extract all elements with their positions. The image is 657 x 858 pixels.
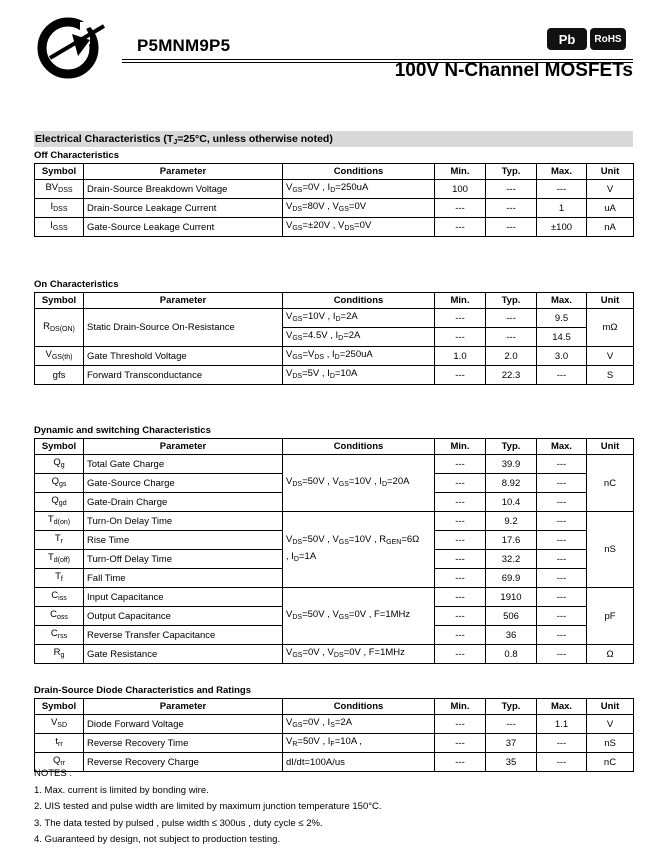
column-header: Conditions bbox=[283, 439, 435, 455]
column-header: Max. bbox=[537, 164, 587, 180]
conditions-cell: $V_{GS}=10V$ , $I_D=2A$ bbox=[283, 309, 435, 328]
parameter-cell: Output Capacitance bbox=[84, 607, 283, 626]
max-cell: --- bbox=[537, 569, 587, 588]
column-header: Min. bbox=[435, 293, 486, 309]
dynamic-characteristics-title: Dynamic and switching Characteristics bbox=[34, 425, 211, 436]
table-row bbox=[35, 347, 634, 366]
column-header: Max. bbox=[537, 699, 587, 715]
max-cell: --- bbox=[537, 588, 587, 607]
typ-cell: 17.6 bbox=[486, 531, 537, 550]
typ-cell: 37 bbox=[486, 734, 537, 753]
typ-cell: 36 bbox=[486, 626, 537, 645]
typ-cell: 22.3 bbox=[486, 366, 537, 385]
symbol-cell: $R_g$ bbox=[35, 645, 84, 664]
min-cell: --- bbox=[435, 328, 486, 347]
unit-cell: nS bbox=[587, 734, 634, 753]
symbol-cell: $C_{oss}$ bbox=[35, 607, 84, 626]
diode-characteristics-title: Drain-Source Diode Characteristics and Ratings bbox=[34, 685, 251, 696]
max-cell: --- bbox=[537, 366, 587, 385]
typ-cell: --- bbox=[486, 328, 537, 347]
conditions-cell: $V_{GS}=0V$ , $I_D=250uA$ bbox=[283, 180, 435, 199]
notes-title: NOTES : bbox=[34, 768, 73, 779]
column-header: Unit bbox=[587, 699, 634, 715]
company-logo-icon bbox=[34, 12, 110, 82]
min-cell: --- bbox=[435, 607, 486, 626]
min-cell: --- bbox=[435, 531, 486, 550]
min-cell: --- bbox=[435, 218, 486, 237]
max-cell: --- bbox=[537, 550, 587, 569]
section-title: Electrical Characteristics ($T_J=25^\circ C$, unless otherwise noted) bbox=[34, 131, 633, 147]
min-cell: --- bbox=[435, 569, 486, 588]
column-header: Symbol bbox=[35, 439, 84, 455]
symbol-cell: $V_{SD}$ bbox=[35, 715, 84, 734]
column-header: Parameter bbox=[84, 439, 283, 455]
typ-cell: 8.92 bbox=[486, 474, 537, 493]
min-cell: 1.0 bbox=[435, 347, 486, 366]
parameter-cell: Reverse Transfer Capacitance bbox=[84, 626, 283, 645]
unit-cell: uA bbox=[587, 199, 634, 218]
table-header-row bbox=[35, 699, 634, 715]
conditions-cell: $V_{DS}=5V$ , $I_D=10A$ bbox=[283, 366, 435, 385]
symbol-cell: $T_{d(on)}$ bbox=[35, 512, 84, 531]
min-cell: --- bbox=[435, 474, 486, 493]
typ-cell: 69.9 bbox=[486, 569, 537, 588]
column-header: Max. bbox=[537, 439, 587, 455]
typ-cell: 39.9 bbox=[486, 455, 537, 474]
min-cell: --- bbox=[435, 366, 486, 385]
unit-cell: Ω bbox=[587, 645, 634, 664]
column-header: Typ. bbox=[486, 699, 537, 715]
conditions-cell: $V_{GS}=0V$ , $V_{DS}=0V$ , F=1MHz bbox=[283, 645, 435, 664]
symbol-cell: $R_{DS(ON)}$ bbox=[35, 309, 84, 347]
symbol-cell: $I_{GSS}$ bbox=[35, 218, 84, 237]
min-cell: --- bbox=[435, 715, 486, 734]
column-header: Parameter bbox=[84, 699, 283, 715]
parameter-cell: Reverse Recovery Charge bbox=[84, 753, 283, 772]
min-cell: --- bbox=[435, 753, 486, 772]
max-cell: --- bbox=[537, 474, 587, 493]
max-cell: --- bbox=[537, 455, 587, 474]
unit-cell: V bbox=[587, 715, 634, 734]
min-cell: --- bbox=[435, 455, 486, 474]
symbol-cell: $T_{d(off)}$ bbox=[35, 550, 84, 569]
column-header: Typ. bbox=[486, 293, 537, 309]
dynamic-characteristics-table bbox=[34, 438, 634, 664]
table-row bbox=[35, 734, 634, 753]
parameter-cell: Static Drain-Source On-Resistance bbox=[84, 309, 283, 347]
unit-cell: nA bbox=[587, 218, 634, 237]
column-header: Parameter bbox=[84, 164, 283, 180]
table-header-row bbox=[35, 293, 634, 309]
conditions-cell: $V_{GS}=\pm 20V$ , $V_{DS}=0V$ bbox=[283, 218, 435, 237]
symbol-cell: $C_{iss}$ bbox=[35, 588, 84, 607]
symbol-cell: $BV_{DSS}$ bbox=[35, 180, 84, 199]
typ-cell: 0.8 bbox=[486, 645, 537, 664]
unit-cell: V bbox=[587, 347, 634, 366]
typ-cell: --- bbox=[486, 180, 537, 199]
symbol-cell: $T_r$ bbox=[35, 531, 84, 550]
table-row bbox=[35, 588, 634, 607]
parameter-cell: Turn-Off Delay Time bbox=[84, 550, 283, 569]
conditions-cell: $V_R=50V$ , $I_F=10A$ , bbox=[283, 734, 435, 753]
parameter-cell: Turn-On Delay Time bbox=[84, 512, 283, 531]
min-cell: --- bbox=[435, 734, 486, 753]
column-header: Min. bbox=[435, 699, 486, 715]
unit-cell: pF bbox=[587, 588, 634, 645]
table-row bbox=[35, 455, 634, 474]
parameter-cell: Gate-Source Charge bbox=[84, 474, 283, 493]
column-header: Unit bbox=[587, 293, 634, 309]
min-cell: --- bbox=[435, 645, 486, 664]
symbol-cell: gfs bbox=[35, 366, 84, 385]
conditions-cell: $V_{GS}=0V$ , $I_S=2A$ bbox=[283, 715, 435, 734]
max-cell: --- bbox=[537, 512, 587, 531]
conditions-cell: dI/dt=100A/us bbox=[283, 753, 435, 772]
min-cell: --- bbox=[435, 512, 486, 531]
max-cell: ±100 bbox=[537, 218, 587, 237]
notes-section bbox=[34, 766, 382, 849]
symbol-cell: $Q_{rr}$ bbox=[35, 753, 84, 772]
max-cell: 1.1 bbox=[537, 715, 587, 734]
max-cell: 3.0 bbox=[537, 347, 587, 366]
typ-cell: 10.4 bbox=[486, 493, 537, 512]
parameter-cell: Reverse Recovery Time bbox=[84, 734, 283, 753]
column-header: Max. bbox=[537, 293, 587, 309]
table-row bbox=[35, 715, 634, 734]
max-cell: 9.5 bbox=[537, 309, 587, 328]
conditions-cell: $V_{DS}=50V$ , $V_{GS}=10V$ , $I_D=20A$ bbox=[283, 455, 435, 512]
unit-cell: nC bbox=[587, 455, 634, 512]
symbol-cell: $Q_g$ bbox=[35, 455, 84, 474]
parameter-cell: Input Capacitance bbox=[84, 588, 283, 607]
column-header: Symbol bbox=[35, 293, 84, 309]
table-row bbox=[35, 199, 634, 218]
column-header: Parameter bbox=[84, 293, 283, 309]
min-cell: 100 bbox=[435, 180, 486, 199]
parameter-cell: Forward Transconductance bbox=[84, 366, 283, 385]
column-header: Typ. bbox=[486, 164, 537, 180]
parameter-cell: Rise Time bbox=[84, 531, 283, 550]
typ-cell: --- bbox=[486, 218, 537, 237]
min-cell: --- bbox=[435, 309, 486, 328]
min-cell: --- bbox=[435, 199, 486, 218]
typ-cell: --- bbox=[486, 199, 537, 218]
typ-cell: 1910 bbox=[486, 588, 537, 607]
table-row bbox=[35, 180, 634, 199]
column-header: Typ. bbox=[486, 439, 537, 455]
typ-cell: 32.2 bbox=[486, 550, 537, 569]
conditions-cell: $V_{GS}=V_{DS}$ , $I_D=250uA$ bbox=[283, 347, 435, 366]
table-header-row bbox=[35, 164, 634, 180]
max-cell: 14.5 bbox=[537, 328, 587, 347]
part-number: P5MNM9P5 bbox=[137, 36, 231, 55]
lead-free-badge: Pb bbox=[547, 28, 587, 50]
typ-cell: --- bbox=[486, 309, 537, 328]
symbol-cell: $I_{DSS}$ bbox=[35, 199, 84, 218]
note-item: 4. Guaranteed by design, not subject to production testing. bbox=[34, 834, 281, 845]
column-header: Symbol bbox=[35, 164, 84, 180]
min-cell: --- bbox=[435, 493, 486, 512]
max-cell: --- bbox=[537, 734, 587, 753]
min-cell: --- bbox=[435, 588, 486, 607]
typ-cell: 9.2 bbox=[486, 512, 537, 531]
column-header: Conditions bbox=[283, 293, 435, 309]
min-cell: --- bbox=[435, 550, 486, 569]
note-item: 3. The data tested by pulsed , pulse width ≤ 300us , duty cycle ≤ 2%. bbox=[34, 817, 323, 829]
unit-cell: nC bbox=[587, 753, 634, 772]
typ-cell: 2.0 bbox=[486, 347, 537, 366]
max-cell: --- bbox=[537, 753, 587, 772]
parameter-cell: Gate Threshold Voltage bbox=[84, 347, 283, 366]
conditions-cell: $V_{GS}=4.5V$ , $I_D=2A$ bbox=[283, 328, 435, 347]
column-header: Conditions bbox=[283, 699, 435, 715]
parameter-cell: Gate-Source Leakage Current bbox=[84, 218, 283, 237]
table-row bbox=[35, 512, 634, 531]
table-row bbox=[35, 218, 634, 237]
parameter-cell: Drain-Source Leakage Current bbox=[84, 199, 283, 218]
document-subtitle: 100V N-Channel MOSFETs bbox=[394, 60, 633, 81]
parameter-cell: Total Gate Charge bbox=[84, 455, 283, 474]
symbol-cell: $C_{rss}$ bbox=[35, 626, 84, 645]
parameter-cell: Fall Time bbox=[84, 569, 283, 588]
table-row bbox=[35, 645, 634, 664]
parameter-cell: Diode Forward Voltage bbox=[84, 715, 283, 734]
symbol-cell: $V_{GS(th)}$ bbox=[35, 347, 84, 366]
max-cell: --- bbox=[537, 626, 587, 645]
unit-cell: V bbox=[587, 180, 634, 199]
typ-cell: --- bbox=[486, 715, 537, 734]
note-item: 1. Max. current is limited by bonding wire. bbox=[34, 784, 209, 796]
max-cell: --- bbox=[537, 531, 587, 550]
off-characteristics-table bbox=[34, 163, 634, 237]
column-header: Unit bbox=[587, 439, 634, 455]
max-cell: --- bbox=[537, 607, 587, 626]
table-row bbox=[35, 366, 634, 385]
max-cell: --- bbox=[537, 645, 587, 664]
unit-cell: mΩ bbox=[587, 309, 634, 347]
diode-characteristics-table bbox=[34, 698, 634, 772]
symbol-cell: $Q_{gs}$ bbox=[35, 474, 84, 493]
max-cell: 1 bbox=[537, 199, 587, 218]
parameter-cell: Gate Resistance bbox=[84, 645, 283, 664]
column-header: Unit bbox=[587, 164, 634, 180]
symbol-cell: $t_{rr}$ bbox=[35, 734, 84, 753]
table-row bbox=[35, 309, 634, 328]
typ-cell: 506 bbox=[486, 607, 537, 626]
table-header-row bbox=[35, 439, 634, 455]
typ-cell: 35 bbox=[486, 753, 537, 772]
column-header: Min. bbox=[435, 164, 486, 180]
unit-cell: S bbox=[587, 366, 634, 385]
parameter-cell: Drain-Source Breakdown Voltage bbox=[84, 180, 283, 199]
parameter-cell: Gate-Drain Charge bbox=[84, 493, 283, 512]
min-cell: --- bbox=[435, 626, 486, 645]
rohs-badge: RoHS bbox=[590, 28, 626, 50]
compliance-badges bbox=[547, 28, 626, 50]
symbol-cell: $T_f$ bbox=[35, 569, 84, 588]
conditions-cell: $V_{DS}=80V$ , $V_{GS}=0V$ bbox=[283, 199, 435, 218]
column-header: Min. bbox=[435, 439, 486, 455]
max-cell: --- bbox=[537, 493, 587, 512]
column-header: Conditions bbox=[283, 164, 435, 180]
off-characteristics-title: Off Characteristics bbox=[34, 150, 120, 161]
on-characteristics-title: On Characteristics bbox=[34, 279, 119, 290]
on-characteristics-table bbox=[34, 292, 634, 385]
conditions-cell: $V_{DS}=50V$ , $V_{GS}=10V$ , $R_{GEN}=6\Omega$ , $I_D=1A$ bbox=[283, 512, 435, 588]
symbol-cell: $Q_{gd}$ bbox=[35, 493, 84, 512]
column-header: Symbol bbox=[35, 699, 84, 715]
max-cell: --- bbox=[537, 180, 587, 199]
conditions-cell: $V_{DS}=50V$ , $V_{GS}=0V$ , F=1MHz bbox=[283, 588, 435, 645]
unit-cell: nS bbox=[587, 512, 634, 588]
note-item: 2. UIS tested and pulse width are limited by maximum junction temperature 150°C. bbox=[34, 801, 382, 812]
